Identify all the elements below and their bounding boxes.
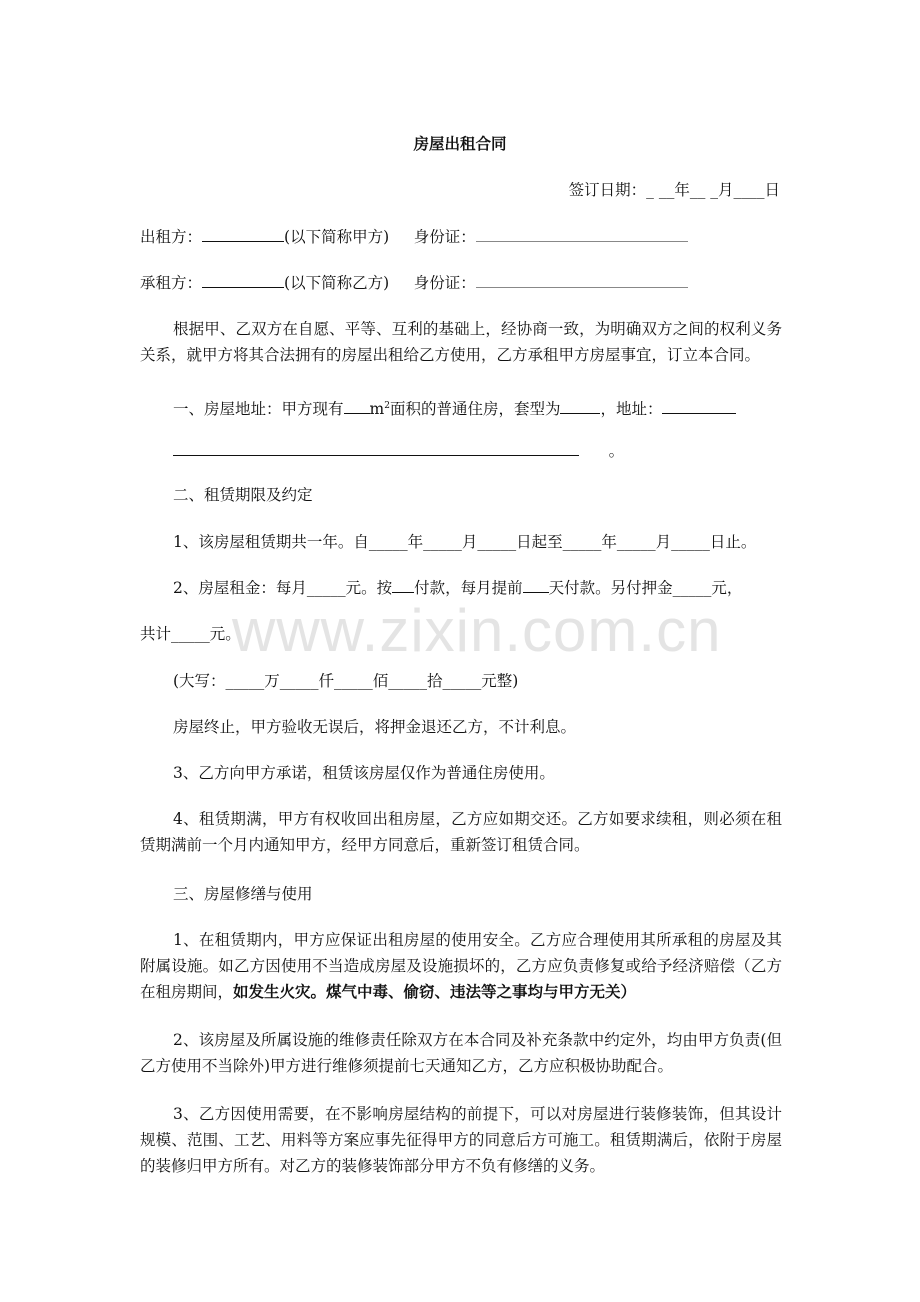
safety-text: 1、在租赁期内，甲方应保证出租房屋的使用安全。乙方应合理使用其所承租的房屋及其附属设施。如乙方因使用不当造成房屋及设施损坏的，乙方应负责修复或给予经济赔偿（乙方在租房期间， xyxy=(140,931,782,1001)
term-item: 1、该房屋租赁期共一年。自_____年_____月_____日起至_____年_____月_____日止。 xyxy=(173,533,757,551)
caps-line: (大写：_____万_____仟_____佰_____拾_____元整) xyxy=(173,672,519,690)
type-blank[interactable] xyxy=(560,397,600,414)
area-unit: m xyxy=(369,400,385,419)
safety-bold-text: 如发生火灾。煤气中毒、偷窃、违法等之事均与甲方无关） xyxy=(233,982,637,1001)
safety-item xyxy=(140,927,782,1005)
section1-address xyxy=(173,393,782,422)
area-blank[interactable] xyxy=(344,397,370,414)
address-blank-2[interactable] xyxy=(173,439,579,456)
sign-date: 签订日期：_ __年__ _月____日 xyxy=(568,181,780,199)
rent-item xyxy=(173,575,782,601)
use-item: 3、乙方向甲方承诺，租赁该房屋仅作为普通住房使用。 xyxy=(173,764,555,782)
lessor-id-blank[interactable] xyxy=(476,225,688,242)
lessor-id-label: 身份证： xyxy=(413,228,476,246)
lessee-id-label: 身份证： xyxy=(413,274,476,292)
payment-blank[interactable] xyxy=(392,576,414,593)
lessor-note: (以下简称甲方) xyxy=(284,228,390,246)
rent-text: 2、房屋租金：每月_____元。按 xyxy=(173,579,393,597)
lessee-label: 承租方： xyxy=(140,274,203,292)
lessor-label: 出租方： xyxy=(140,228,203,246)
watermark: www.zixin.com.cn xyxy=(232,597,722,664)
preamble: 根据甲、乙双方在自愿、平等、互利的基础上，经协商一致，为明确双方之间的权利义务关系，就甲方将其合法拥有的房屋出租给乙方使用，乙方承租甲方房屋事宜，订立本合同。 xyxy=(140,320,782,364)
renewal-item: 4、租赁期满，甲方有权收回出租房屋，乙方应如期交还。乙方如要求续租，则必须在租赁期满前一个月内通知甲方，经甲方同意后，重新签订租赁合同。 xyxy=(140,810,782,854)
lessor-line xyxy=(140,224,782,250)
address-text: 面积的普通住房，套型为 xyxy=(389,400,561,419)
lessor-blank[interactable] xyxy=(202,225,284,242)
days-blank[interactable] xyxy=(523,576,549,593)
repair-item: 2、该房屋及所属设施的维修责任除双方在本合同及补充条款中约定外，均由甲方负责(但乙方使用不当除外)甲方进行维修须提前七天通知乙方，乙方应积极协助配合。 xyxy=(140,1031,782,1075)
document-title: 房屋出租合同 xyxy=(413,135,507,153)
address-line2 xyxy=(173,438,782,464)
section3-heading: 三、房屋修缮与使用 xyxy=(173,885,313,903)
decoration-item: 3、乙方因使用需要，在不影响房屋结构的前提下，可以对房屋进行装修装饰，但其设计规模、范围、工艺、用料等方案应事先征得甲方的同意后方可施工。租赁期满后，依附于房屋的装修归甲方所有。对乙方的装修装饰部分甲方不负有修缮的义务。 xyxy=(140,1105,782,1175)
total-line: 共计_____元。 xyxy=(140,625,241,643)
address-text: ，地址： xyxy=(600,400,663,419)
area-unit-sup: 2 xyxy=(384,401,390,411)
lessee-note: (以下简称乙方) xyxy=(284,274,390,292)
lessee-blank[interactable] xyxy=(202,271,284,288)
address-text: 一、房屋地址：甲方现有 xyxy=(173,400,344,419)
lessee-line xyxy=(140,270,782,296)
address-blank[interactable] xyxy=(662,397,736,414)
rent-text: 天付款。另付押金_____元， xyxy=(548,579,743,597)
lessee-id-blank[interactable] xyxy=(476,271,688,288)
deposit-line: 房屋终止，甲方验收无误后，将押金退还乙方，不计利息。 xyxy=(173,718,577,736)
rent-text: 付款，每月提前 xyxy=(414,579,523,597)
section2-heading: 二、租赁期限及约定 xyxy=(173,486,313,504)
address-end: 。 xyxy=(608,442,625,460)
